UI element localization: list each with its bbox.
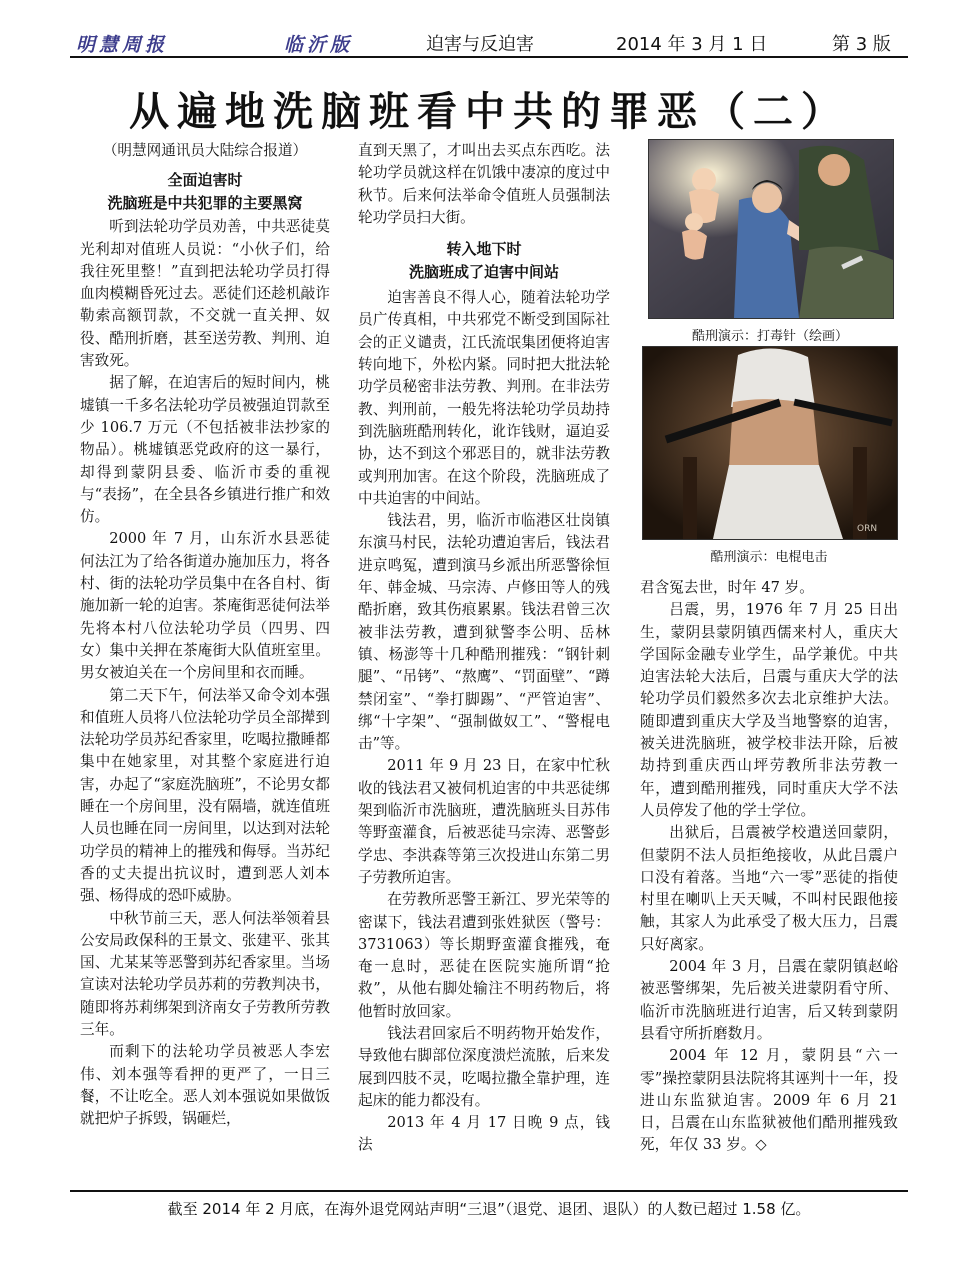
publication-name: 明慧周报 (76, 34, 169, 56)
paragraph: 2000 年 7 月，山东沂水县恶徒何法江为了给各街道办施加压力，将各村、街的法轮功学员集中在各自村、街施加新一轮的迫害。茶庵街恶徒何法举先将本村八位法轮功学员（四男、四女）集中关押在茶庵街大队值班室里。男女被迫关在一个房间里和衣而睡。 (80, 530, 330, 682)
painting-illustration (649, 140, 893, 318)
issue-date: 2014 年 3 月 1 日 (616, 34, 768, 55)
paragraph: 2004 年 3 月，吕震在蒙阴镇赵峪被恶警绑架，先后被关进蒙阴看守所、临沂市洗脑班进行迫害，后又转到蒙阴县看守所折磨数月。 (640, 958, 898, 1042)
paragraph: 听到法轮功学员劝善，中共恶徒莫光利却对值班人员说：“小伙子们，给我往死里整！”直到把法轮功学员打得血肉模糊昏死过去。恶徒们还趁机敲诈勒索高额罚款，不交就一直关押、奴役、酷刑折磨，甚至送劳教、判刑、迫害致死。 (80, 218, 330, 370)
section2-title-a: 转入地下时 (446, 240, 522, 259)
headline: 从遍地洗脑班看中共的罪恶（二） (129, 88, 849, 135)
paragraph: 据了解，在迫害后的短时间内，桃墟镇一千多名法轮功学员被强迫罚款至少 106.7 万元（不包括被非法抄家的物品）。桃墟镇恶党政府的这一暴行，却得到蒙阴县委、临沂市委的重视与“表扬”，在全县各乡镇进行推广和效仿。 (80, 374, 330, 526)
photo-illustration (643, 347, 897, 539)
paragraph: 而剩下的法轮功学员被恶人李宏伟、刘本强等看押的更严了，一日三餐，不让吃全。恶人刘本强说如果做饭就把炉子拆毁，锅砸烂， (80, 1043, 330, 1128)
masthead (70, 28, 908, 58)
paragraph-continued: 君含冤去世，时年 47 岁。 (640, 579, 814, 596)
paragraph: 出狱后，吕震被学校遣送回蒙阴，但蒙阴不法人员拒绝接收，从此吕震户口没有着落。当地“六一零”恶徒的指使村里在喇叭上天天喊，不叫村民跟他接触，其家人为此承受了极大压力，吕震只好离家。 (640, 824, 898, 953)
torture-painting-image (648, 139, 894, 319)
paragraph: 2011 年 9 月 23 日，在家中忙秋收的钱法君又被伺机迫害的中共恶徒绑架到临沂市洗脑班，遭洗脑班头目苏伟等野蛮灌食，后被恶徒马宗涛、恶警彭学忠、李洪森等第三次投进山东第二男子劳教所迫害。 (358, 757, 610, 886)
paragraph: 2013 年 4 月 17 日晚 9 点，钱法 (358, 1114, 610, 1154)
paragraph-continued: 直到天黑了，才叫出去买点东西吃。法轮功学员就这样在饥饿中凄凉的度过中秋节。后来何法举命令值班人员强制法轮功学员扫大街。 (358, 142, 610, 226)
article-column-1 (80, 140, 330, 1130)
article-source: （明慧网通讯员大陆综合报道） (102, 142, 308, 159)
paragraph: 2004 年 12 月，蒙阴县“六一零”操控蒙阴县法院将其诬判十一年，投进山东监狱迫害。2009 年 6 月 21 日，吕震在山东监狱被他们酷刑摧残致死，年仅 33 岁。◇ (640, 1047, 898, 1154)
paragraph: 钱法君，男，临沂市临港区壮岗镇东演马村民，法轮功遭迫害后，钱法君进京鸣冤，遭到演马乡派出所恶警徐恒年、韩金城、马宗涛、卢修田等人的残酷折磨，致其伤痕累累。钱法君曾三次被非法劳教，遭到狱警李公明、岳林镇、杨澎等十几种酷刑摧残：“钢针刺腿”、“吊铐”、“熬鹰”、“罚面壁”、“蹲禁闭室”、“拳打脚踢”、“严管迫害”、绑“十字架”、“强制做奴工”、“警棍电击”等。 (358, 512, 610, 753)
masthead-rule (70, 56, 908, 58)
photo-watermark: ORN (857, 524, 878, 534)
article-column-3 (640, 577, 898, 1157)
section1-title-b: 洗脑班是中共犯罪的主要黑窝 (107, 194, 303, 213)
paragraph: 吕震，男，1976 年 7 月 25 日出生，蒙阴县蒙阴镇西儒来村人，重庆大学国际金融专业学生，品学兼优。中共迫害法轮大法后，吕震与重庆大学的法轮功学员们毅然多次去北京维护大法。随即遭到重庆大学及当地警察的迫害，被关进洗脑班，被学校非法开除，后被劫持到重庆西山坪劳教所非法劳教一年，遭到酷刑摧残，同时重庆大学不法人员停发了他的学士学位。 (640, 601, 898, 819)
torture-demonstration-photo (642, 346, 898, 540)
footer-notice: 截至 2014 年 2 月底，在海外退党网站声明“三退”（退党、退团、退队）的人数已超过 1.58 亿。 (167, 1200, 811, 1218)
section1-title-a: 全面迫害时 (167, 171, 243, 190)
edition-name: 临沂版 (284, 34, 354, 56)
section2-title-b: 洗脑班成了迫害中间站 (408, 263, 559, 282)
paragraph: 迫害善良不得人心，随着法轮功学员广传真相，中共邪党不断受到国际社会的正义谴责，江氏流氓集团便将迫害转向地下，外松内紧。同时把大批法轮功学员秘密非法劳教、判刑。在非法劳教、判刑前，一般先将法轮功学员劫持到洗脑班酷刑转化，讹诈钱财，逼迫妥协，达不到这个邪恶目的，就非法劳教或判刑加害。在这个阶段，洗脑班成了中共迫害的中间站。 (358, 289, 610, 507)
paragraph: 中秋节前三天，恶人何法举领着县公安局政保科的王景文、张建平、张其国、尤某某等恶警到苏纪香家里。当场宣读对法轮功学员苏莉的劳教判决书，随即将苏莉绑架到济南女子劳教所劳教三年。 (80, 909, 330, 1038)
page-number: 第 3 版 (832, 34, 891, 55)
photo1-caption: 酷刑演示：打毒针（绘画） (691, 329, 848, 344)
footer-rule (70, 1190, 908, 1192)
article-column-2 (358, 140, 610, 1157)
paragraph: 钱法君回家后不明药物开始发作，导致他右脚部位深度溃烂流脓，后来发展到四肢不灵，吃喝拉撒全靠护理，连起床的能力都没有。 (358, 1024, 610, 1109)
paragraph: 第二天下午，何法举又命令刘本强和值班人员将八位法轮功学员全部撵到法轮功学员苏纪香家里，吃喝拉撒睡都集中在她家里，对其整个家庭进行迫害，办起了“家庭洗脑班”，不论男女都睡在一个房间里，没有隔墙，就连值班人员也睡在同一房间里，以达到对法轮功学员的精神上的摧残和侮辱。当苏纪香的丈夫提出抗议时，遭到恶人刘本强、杨得成的恐吓威胁。 (80, 686, 330, 905)
paragraph: 在劳教所恶警王新江、罗光荣等的密谋下，钱法君遭到张姓狱医（警号：3731063）等长期野蛮灌食摧残，奄奄一息时，恶徒在医院实施所谓“抢救”，从他右脚处输注不明药物后，将他暂时放回家。 (358, 891, 610, 1020)
photo2-caption: 酷刑演示：电棍电击 (710, 550, 828, 565)
section-name: 迫害与反迫害 (426, 34, 534, 55)
